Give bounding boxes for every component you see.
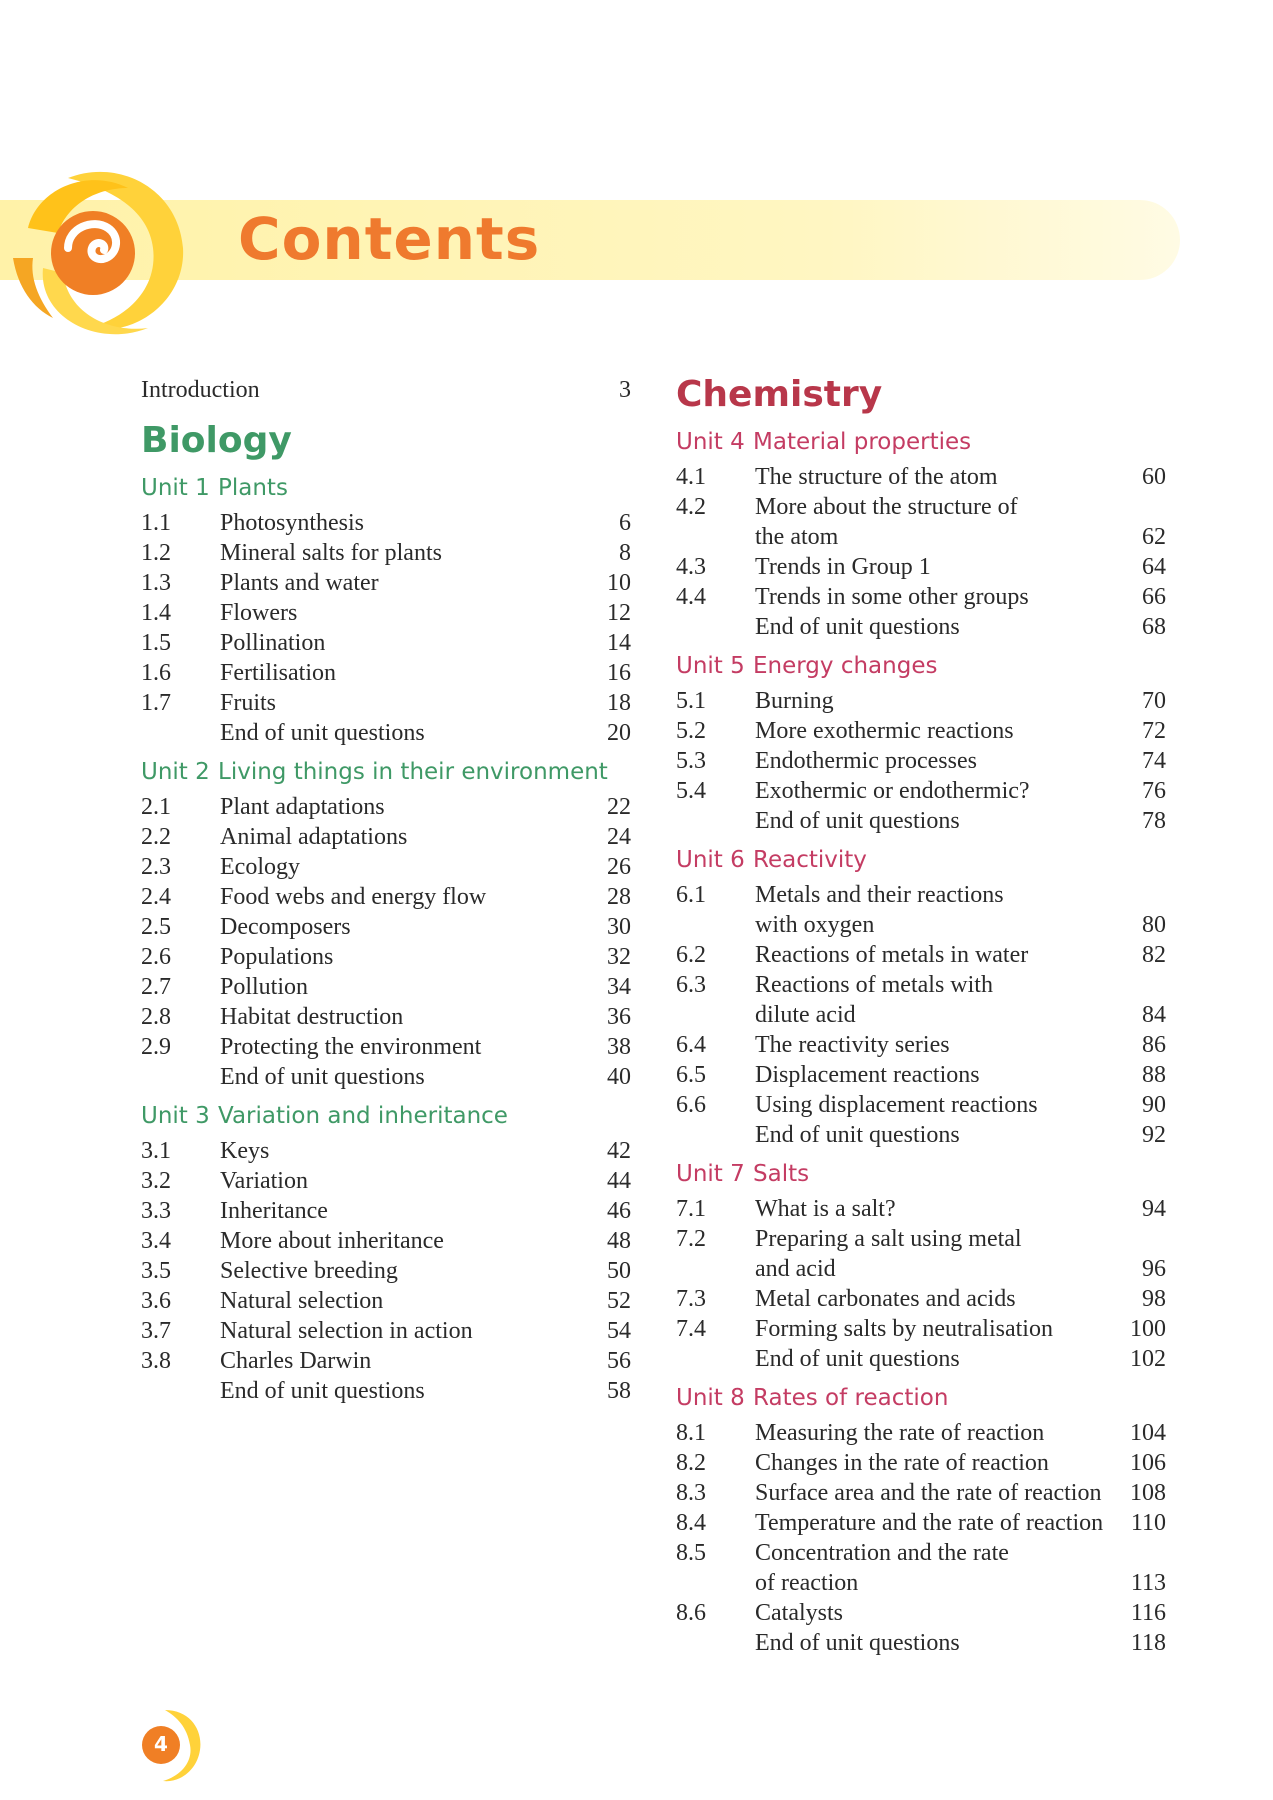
toc-title: the atom xyxy=(755,524,839,550)
toc-title: Burning xyxy=(755,688,834,714)
toc-page: 28 xyxy=(607,884,631,910)
toc-title: End of unit questions xyxy=(220,720,425,746)
toc-page: 82 xyxy=(1142,942,1166,968)
toc-title: The structure of the atom xyxy=(755,464,998,490)
toc-page: 74 xyxy=(1142,748,1166,774)
toc-number: 4.4 xyxy=(676,584,706,610)
toc-row[interactable] xyxy=(141,792,631,822)
toc-title: Plant adaptations xyxy=(220,794,385,820)
toc-row[interactable] xyxy=(676,746,1166,776)
toc-row[interactable] xyxy=(141,718,631,748)
toc-number: 2.9 xyxy=(141,1034,171,1060)
toc-page: 70 xyxy=(1142,688,1166,714)
toc-title: Selective breeding xyxy=(220,1258,398,1284)
toc-title: Surface area and the rate of reaction xyxy=(755,1480,1102,1506)
toc-number: 1.2 xyxy=(141,540,171,566)
toc-page: 24 xyxy=(607,824,631,850)
toc-number: 6.6 xyxy=(676,1092,706,1118)
toc-row[interactable] xyxy=(676,970,1166,1000)
toc-number: 8.6 xyxy=(676,1600,706,1626)
toc-row[interactable] xyxy=(141,1256,631,1286)
toc-page: 72 xyxy=(1142,718,1166,744)
toc-number: 3.6 xyxy=(141,1288,171,1314)
toc-title: Preparing a salt using metal xyxy=(755,1226,1022,1252)
toc-number: 2.3 xyxy=(141,854,171,880)
unit-title: Salts xyxy=(753,1161,810,1187)
toc-title: Endothermic processes xyxy=(755,748,977,774)
biology-units xyxy=(141,470,631,1406)
toc-row[interactable] xyxy=(141,912,631,942)
unit-heading xyxy=(676,842,1166,878)
toc-title: Fruits xyxy=(220,690,277,716)
toc-title: What is a salt? xyxy=(755,1196,896,1222)
toc-title: Habitat destruction xyxy=(220,1004,404,1030)
toc-page: 32 xyxy=(607,944,631,970)
toc-row[interactable] xyxy=(141,1286,631,1316)
toc-title: with oxygen xyxy=(755,912,875,938)
toc-title: Photosynthesis xyxy=(220,510,365,536)
unit-title: Reactivity xyxy=(753,847,867,873)
toc-page: 36 xyxy=(607,1004,631,1030)
toc-row[interactable] xyxy=(676,1314,1166,1344)
biology-heading: Biology xyxy=(141,420,292,461)
unit-title: Variation and inheritance xyxy=(218,1103,508,1129)
toc-row[interactable] xyxy=(676,1508,1166,1538)
toc-title: of reaction xyxy=(755,1570,859,1596)
toc-page: 30 xyxy=(607,914,631,940)
toc-row[interactable] xyxy=(141,882,631,912)
toc-page: 46 xyxy=(607,1198,631,1224)
toc-row[interactable] xyxy=(141,822,631,852)
toc-page: 84 xyxy=(1142,1002,1166,1028)
toc-row[interactable] xyxy=(676,910,1166,940)
toc-title: Mineral salts for plants xyxy=(220,540,442,566)
toc-row[interactable] xyxy=(676,1418,1166,1448)
toc-title: End of unit questions xyxy=(755,614,960,640)
toc-row[interactable] xyxy=(141,1376,631,1406)
toc-title: Decomposers xyxy=(220,914,351,940)
toc-row[interactable] xyxy=(676,716,1166,746)
toc-page: 80 xyxy=(1142,912,1166,938)
toc-number: 8.4 xyxy=(676,1510,706,1536)
toc-page: 108 xyxy=(1130,1480,1166,1506)
toc-row[interactable] xyxy=(141,658,631,688)
toc-row[interactable] xyxy=(676,1030,1166,1060)
toc-page: 113 xyxy=(1130,1570,1166,1596)
toc-row[interactable] xyxy=(676,1568,1166,1598)
toc-page: 8 xyxy=(619,540,631,566)
toc-number: 7.3 xyxy=(676,1286,706,1312)
toc-row[interactable] xyxy=(676,1254,1166,1284)
unit-label: Unit 5 xyxy=(676,653,745,679)
toc-title: Temperature and the rate of reaction xyxy=(755,1510,1104,1536)
toc-page: 76 xyxy=(1142,778,1166,804)
toc-page: 60 xyxy=(1142,464,1166,490)
toc-number: 1.1 xyxy=(141,510,171,536)
unit-label: Unit 3 xyxy=(141,1103,210,1129)
toc-number: 3.5 xyxy=(141,1258,171,1284)
toc-number: 2.8 xyxy=(141,1004,171,1030)
toc-page: 116 xyxy=(1130,1600,1166,1626)
unit-label: Unit 4 xyxy=(676,429,745,455)
toc-number: 2.5 xyxy=(141,914,171,940)
toc-title: Variation xyxy=(220,1168,308,1194)
toc-title: Natural selection xyxy=(220,1288,384,1314)
unit-title: Energy changes xyxy=(753,653,938,679)
toc-number: 6.3 xyxy=(676,972,706,998)
toc-number: 1.4 xyxy=(141,600,171,626)
toc-number: 7.2 xyxy=(676,1226,706,1252)
toc-title: Charles Darwin xyxy=(220,1348,372,1374)
toc-title: Catalysts xyxy=(755,1600,843,1626)
toc-row[interactable] xyxy=(676,1060,1166,1090)
toc-row[interactable] xyxy=(141,972,631,1002)
toc-number: 5.1 xyxy=(676,688,706,714)
toc-page: 34 xyxy=(607,974,631,1000)
toc-title: Plants and water xyxy=(220,570,379,596)
unit-label: Unit 7 xyxy=(676,1161,745,1187)
toc-title: Trends in some other groups xyxy=(755,584,1029,610)
toc-row[interactable] xyxy=(141,1226,631,1256)
toc-number: 6.2 xyxy=(676,942,706,968)
toc-title: dilute acid xyxy=(755,1002,856,1028)
toc-title: Measuring the rate of reaction xyxy=(755,1420,1045,1446)
unit-heading xyxy=(676,1380,1166,1416)
toc-title: End of unit questions xyxy=(755,1122,960,1148)
toc-row[interactable] xyxy=(676,1448,1166,1478)
toc-row[interactable] xyxy=(676,492,1166,522)
toc-page: 68 xyxy=(1142,614,1166,640)
toc-page: 12 xyxy=(607,600,631,626)
toc-page: 54 xyxy=(607,1318,631,1344)
toc-title: Flowers xyxy=(220,600,298,626)
toc-page: 42 xyxy=(607,1138,631,1164)
right-column xyxy=(676,372,1166,1658)
toc-number: 1.6 xyxy=(141,660,171,686)
toc-row[interactable] xyxy=(676,1194,1166,1224)
toc-row[interactable] xyxy=(676,522,1166,552)
toc-row[interactable] xyxy=(141,1032,631,1062)
toc-number: 1.3 xyxy=(141,570,171,596)
toc-number: 8.3 xyxy=(676,1480,706,1506)
intro-page: 3 xyxy=(619,377,631,403)
toc-number: 4.1 xyxy=(676,464,706,490)
toc-row[interactable] xyxy=(141,1136,631,1166)
toc-row[interactable] xyxy=(676,1284,1166,1314)
toc-row[interactable] xyxy=(676,1628,1166,1658)
toc-row[interactable] xyxy=(141,598,631,628)
toc-row[interactable] xyxy=(141,508,631,538)
toc-title: More about inheritance xyxy=(220,1228,444,1254)
toc-number: 1.7 xyxy=(141,690,171,716)
toc-page: 104 xyxy=(1130,1420,1166,1446)
toc-page: 88 xyxy=(1142,1062,1166,1088)
toc-row[interactable] xyxy=(676,1538,1166,1568)
toc-row[interactable] xyxy=(676,552,1166,582)
toc-number: 5.2 xyxy=(676,718,706,744)
unit-label: Unit 2 xyxy=(141,759,210,785)
toc-row[interactable] xyxy=(141,852,631,882)
toc-title: End of unit questions xyxy=(755,808,960,834)
toc-number: 6.4 xyxy=(676,1032,706,1058)
toc-number: 3.4 xyxy=(141,1228,171,1254)
toc-page: 62 xyxy=(1142,524,1166,550)
toc-row[interactable] xyxy=(676,1224,1166,1254)
toc-row[interactable] xyxy=(141,942,631,972)
toc-page: 92 xyxy=(1142,1122,1166,1148)
toc-title: End of unit questions xyxy=(755,1346,960,1372)
toc-title: Natural selection in action xyxy=(220,1318,473,1344)
toc-row[interactable] xyxy=(676,880,1166,910)
toc-page: 10 xyxy=(607,570,631,596)
toc-number: 7.1 xyxy=(676,1196,706,1222)
toc-title: Displacement reactions xyxy=(755,1062,980,1088)
toc-page: 110 xyxy=(1130,1510,1166,1536)
toc-title: Reactions of metals in water xyxy=(755,942,1029,968)
toc-title: Metal carbonates and acids xyxy=(755,1286,1016,1312)
toc-page: 52 xyxy=(607,1288,631,1314)
chemistry-heading: Chemistry xyxy=(676,374,883,415)
toc-row[interactable] xyxy=(141,1316,631,1346)
toc-row[interactable] xyxy=(676,806,1166,836)
toc-row[interactable] xyxy=(676,1090,1166,1120)
toc-page: 40 xyxy=(607,1064,631,1090)
toc-page: 64 xyxy=(1142,554,1166,580)
toc-title: Using displacement reactions xyxy=(755,1092,1038,1118)
unit-heading xyxy=(676,424,1166,460)
toc-row[interactable] xyxy=(676,940,1166,970)
unit-title: Plants xyxy=(218,475,288,501)
chemistry-units xyxy=(676,424,1166,1658)
toc-number: 2.1 xyxy=(141,794,171,820)
toc-page: 26 xyxy=(607,854,631,880)
toc-page: 56 xyxy=(607,1348,631,1374)
toc-number: 3.3 xyxy=(141,1198,171,1224)
toc-page: 48 xyxy=(607,1228,631,1254)
toc-row[interactable] xyxy=(141,1166,631,1196)
unit-heading xyxy=(141,1098,631,1134)
toc-page: 50 xyxy=(607,1258,631,1284)
toc-number: 8.5 xyxy=(676,1540,706,1566)
intro-row[interactable] xyxy=(141,372,631,408)
toc-page: 16 xyxy=(607,660,631,686)
toc-row[interactable] xyxy=(141,628,631,658)
toc-title: The reactivity series xyxy=(755,1032,950,1058)
toc-title: Animal adaptations xyxy=(220,824,408,850)
toc-title: Keys xyxy=(220,1138,270,1164)
toc-row[interactable] xyxy=(141,1346,631,1376)
toc-title: More about the structure of xyxy=(755,494,1018,520)
unit-heading xyxy=(676,1156,1166,1192)
toc-title: Fertilisation xyxy=(220,660,336,686)
toc-page: 6 xyxy=(619,510,631,536)
toc-row[interactable] xyxy=(141,568,631,598)
toc-page: 98 xyxy=(1142,1286,1166,1312)
toc-number: 6.5 xyxy=(676,1062,706,1088)
toc-title: Protecting the environment xyxy=(220,1034,482,1060)
intro-label: Introduction xyxy=(141,377,260,403)
toc-number: 2.2 xyxy=(141,824,171,850)
toc-row[interactable] xyxy=(676,1000,1166,1030)
toc-number: 8.2 xyxy=(676,1450,706,1476)
toc-title: Metals and their reactions xyxy=(755,882,1004,908)
toc-title: Populations xyxy=(220,944,334,970)
toc-page: 100 xyxy=(1130,1316,1166,1342)
toc-number: 3.8 xyxy=(141,1348,171,1374)
toc-title: Ecology xyxy=(220,854,300,880)
toc-page: 96 xyxy=(1142,1256,1166,1282)
left-column xyxy=(141,372,631,1406)
toc-page: 86 xyxy=(1142,1032,1166,1058)
toc-title: Inheritance xyxy=(220,1198,328,1224)
unit-heading xyxy=(141,470,631,506)
unit-title: Rates of reaction xyxy=(753,1385,949,1411)
unit-heading xyxy=(676,648,1166,684)
toc-page: 14 xyxy=(607,630,631,656)
toc-row[interactable] xyxy=(141,1062,631,1092)
toc-number: 3.7 xyxy=(141,1318,171,1344)
toc-page: 20 xyxy=(607,720,631,746)
toc-title: and acid xyxy=(755,1256,836,1282)
toc-row[interactable] xyxy=(141,688,631,718)
toc-number: 2.7 xyxy=(141,974,171,1000)
toc-row[interactable] xyxy=(141,1196,631,1226)
toc-page: 22 xyxy=(607,794,631,820)
toc-number: 2.4 xyxy=(141,884,171,910)
toc-title: Food webs and energy flow xyxy=(220,884,487,910)
toc-number: 8.1 xyxy=(676,1420,706,1446)
toc-row[interactable] xyxy=(676,1120,1166,1150)
toc-number: 3.1 xyxy=(141,1138,171,1164)
toc-title: End of unit questions xyxy=(220,1378,425,1404)
toc-page: 94 xyxy=(1142,1196,1166,1222)
page-title: Contents xyxy=(238,205,541,273)
toc-number: 2.6 xyxy=(141,944,171,970)
toc-title: End of unit questions xyxy=(220,1064,425,1090)
toc-number: 5.3 xyxy=(676,748,706,774)
toc-row[interactable] xyxy=(676,462,1166,492)
toc-number: 5.4 xyxy=(676,778,706,804)
unit-title: Living things in their environment xyxy=(218,759,608,785)
toc-page: 18 xyxy=(607,690,631,716)
toc-page: 44 xyxy=(607,1168,631,1194)
unit-label: Unit 1 xyxy=(141,475,210,501)
toc-number: 4.3 xyxy=(676,554,706,580)
toc-number: 3.2 xyxy=(141,1168,171,1194)
unit-label: Unit 6 xyxy=(676,847,745,873)
toc-page: 38 xyxy=(607,1034,631,1060)
toc-title: Concentration and the rate xyxy=(755,1540,1009,1566)
toc-row[interactable] xyxy=(676,1598,1166,1628)
toc-row[interactable] xyxy=(676,582,1166,612)
toc-row[interactable] xyxy=(676,776,1166,806)
toc-page: 66 xyxy=(1142,584,1166,610)
toc-row[interactable] xyxy=(141,1002,631,1032)
unit-title: Material properties xyxy=(753,429,972,455)
toc-page: 102 xyxy=(1130,1346,1166,1372)
toc-title: Changes in the rate of reaction xyxy=(755,1450,1049,1476)
toc-row[interactable] xyxy=(676,612,1166,642)
toc-title: Forming salts by neutralisation xyxy=(755,1316,1053,1342)
toc-title: Reactions of metals with xyxy=(755,972,993,998)
toc-page: 90 xyxy=(1142,1092,1166,1118)
toc-page: 106 xyxy=(1130,1450,1166,1476)
toc-number: 1.5 xyxy=(141,630,171,656)
toc-row[interactable] xyxy=(676,686,1166,716)
toc-page: 78 xyxy=(1142,808,1166,834)
toc-number: 7.4 xyxy=(676,1316,706,1342)
toc-page: 58 xyxy=(607,1378,631,1404)
unit-heading xyxy=(141,754,631,790)
toc-number: 6.1 xyxy=(676,882,706,908)
toc-page: 118 xyxy=(1130,1630,1166,1656)
swirl-logo-icon xyxy=(8,148,198,348)
toc-row[interactable] xyxy=(141,538,631,568)
toc-title: End of unit questions xyxy=(755,1630,960,1656)
toc-title: Pollination xyxy=(220,630,326,656)
page-number: 4 xyxy=(154,1732,168,1756)
toc-row[interactable] xyxy=(676,1344,1166,1374)
toc-title: More exothermic reactions xyxy=(755,718,1014,744)
toc-title: Trends in Group 1 xyxy=(755,554,931,580)
toc-title: Pollution xyxy=(220,974,309,1000)
toc-title: Exothermic or endothermic? xyxy=(755,778,1030,804)
toc-row[interactable] xyxy=(676,1478,1166,1508)
toc-number: 4.2 xyxy=(676,494,706,520)
unit-label: Unit 8 xyxy=(676,1385,745,1411)
